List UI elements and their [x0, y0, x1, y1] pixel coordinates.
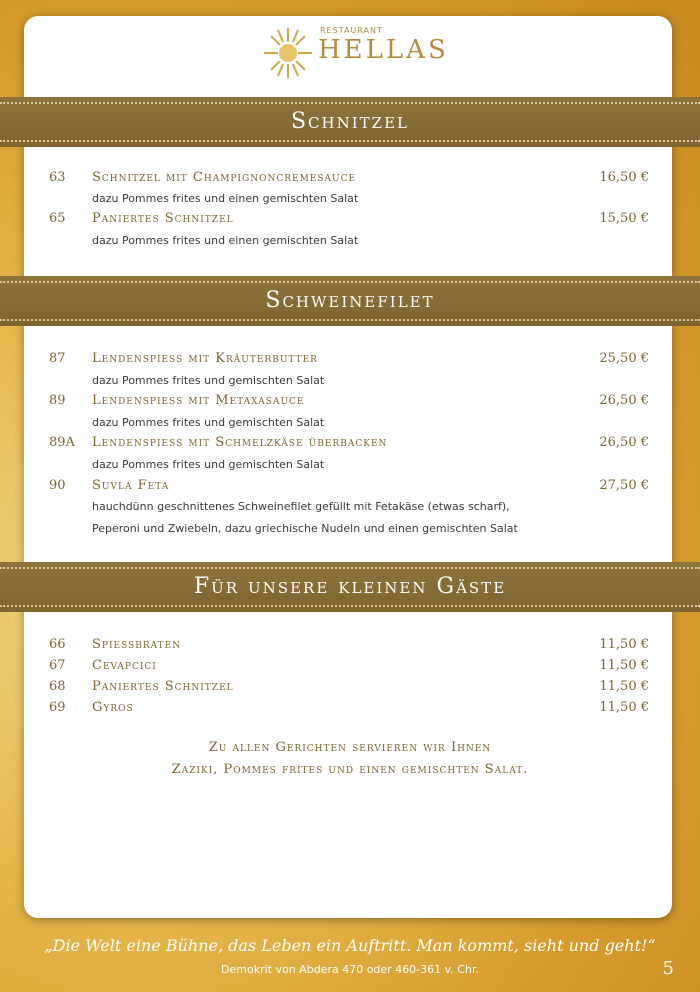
sun-icon [262, 26, 314, 80]
menu-item [0, 351, 700, 371]
item-name: Gyros [92, 700, 134, 715]
item-number: 63 [49, 170, 66, 185]
item-description-cont: Peperoni und Zwiebeln, dazu griechische Nudeln und einen gemischten Salat [92, 522, 518, 535]
item-number: 65 [49, 211, 66, 226]
item-name: Spiessbraten [92, 637, 182, 652]
item-price: 11,50 € [599, 679, 649, 694]
item-number: 66 [49, 637, 66, 652]
item-name: Paniertes Schnitzel [92, 679, 234, 694]
item-description: hauchdünn geschnittenes Schweinefilet gefüllt mit Fetakäse (etwas scharf), [92, 500, 510, 513]
item-number: 90 [49, 478, 66, 493]
section-header-schnitzel: Schnitzel [0, 97, 700, 147]
item-price: 27,50 € [599, 478, 649, 493]
footer-quote-author: Demokrit von Abdera 470 oder 460-361 v. Chr. [221, 963, 479, 976]
page-number: 5 [662, 958, 674, 979]
item-description: dazu Pommes frites und gemischten Salat [92, 458, 325, 471]
menu-item [0, 658, 700, 678]
menu-item [0, 478, 700, 498]
item-price: 16,50 € [599, 170, 649, 185]
section-header-kinder: Für unsere kleinen Gäste [0, 562, 700, 612]
item-price: 11,50 € [599, 658, 649, 673]
menu-item [0, 435, 700, 455]
item-name: Lendenspiess mit Schmelzkäse überbacken [92, 435, 388, 450]
item-number: 89 [49, 393, 66, 408]
menu-item [0, 700, 700, 720]
menu-item [0, 393, 700, 413]
item-price: 25,50 € [599, 351, 649, 366]
item-number: 68 [49, 679, 66, 694]
item-name: Paniertes Schnitzel [92, 211, 234, 226]
item-description: dazu Pommes frites und gemischten Salat [92, 416, 325, 429]
item-name: Lendenspiess mit Metaxasauce [92, 393, 305, 408]
restaurant-logo [262, 26, 452, 80]
menu-item [0, 679, 700, 699]
note-line-1: Zu allen Gerichten servieren wir Ihnen [208, 740, 492, 755]
item-price: 26,50 € [599, 435, 649, 450]
item-description: dazu Pommes frites und gemischten Salat [92, 374, 325, 387]
item-price: 26,50 € [599, 393, 649, 408]
menu-item [0, 637, 700, 657]
item-name: Schnitzel mit Champignoncremesauce [92, 170, 357, 185]
note-line-2: Zaziki, Pommes frites und einen gemischten Salat. [171, 762, 529, 777]
item-description: dazu Pommes frites und einen gemischten Salat [92, 234, 359, 247]
item-number: 87 [49, 351, 66, 366]
item-number: 89A [49, 435, 75, 450]
item-price: 15,50 € [599, 211, 649, 226]
item-name: Lendenspiess mit Kräuterbutter [92, 351, 318, 366]
item-price: 11,50 € [599, 700, 649, 715]
item-number: 69 [49, 700, 66, 715]
menu-item [0, 170, 700, 190]
section-header-schweinefilet: Schweinefilet [0, 276, 700, 326]
logo-subtitle: RESTAURANT [320, 26, 383, 35]
item-name: Cevapcici [92, 658, 157, 673]
logo-name: HELLAS [318, 35, 449, 65]
item-name: Suvla Feta [92, 478, 170, 493]
menu-item [0, 211, 700, 231]
item-price: 11,50 € [599, 637, 649, 652]
item-number: 67 [49, 658, 66, 673]
footer-quote: „Die Welt eine Bühne, das Leben ein Auftritt. Man kommt, sieht und geht!“ [44, 936, 656, 955]
item-description: dazu Pommes frites und einen gemischten Salat [92, 192, 359, 205]
